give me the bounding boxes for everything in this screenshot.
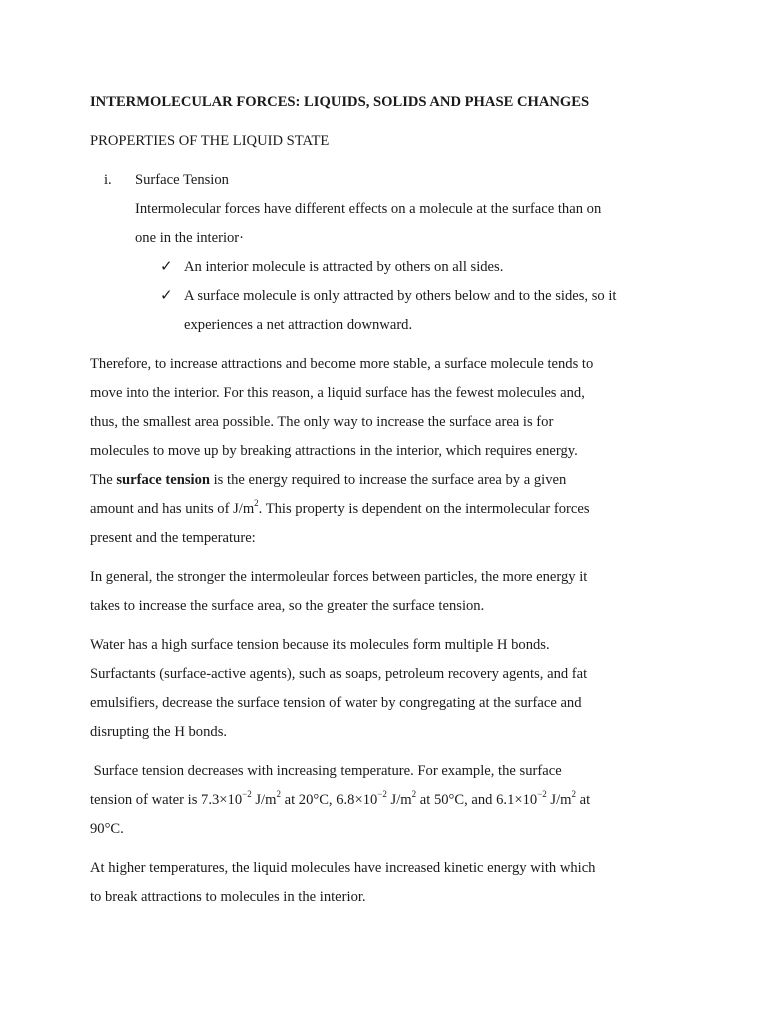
text-run: amount and has units of J/m — [90, 501, 255, 517]
paragraph-line — [90, 786, 590, 815]
paragraph-line: move into the interior. For this reason, a liquid surface has the fewest molecules and, — [90, 385, 585, 401]
paragraph-line — [90, 466, 566, 495]
paragraph-line: In general, the stronger the intermoleular forces between particles, the more energy it — [90, 569, 588, 585]
text-run: . This property is dependent on the intermolecular forces — [258, 501, 590, 517]
paragraph-line: Therefore, to increase attractions and become more stable, a surface molecule tends to — [90, 356, 594, 372]
paragraph-line: Surface tension decreases with increasing temperature. For example, the surface — [90, 763, 562, 779]
paragraph-line: Water has a high surface tension because its molecules form multiple H bonds. — [90, 637, 550, 653]
item-number: i. — [104, 172, 112, 188]
bullet-2-line-2: experiences a net attraction downward. — [184, 317, 413, 333]
text-run: at — [576, 792, 591, 808]
superscript: 2 — [276, 789, 281, 800]
paragraph-line: molecules to move up by breaking attractions in the interior, which requires energy. — [90, 443, 578, 459]
surface-tension-term: surface tension — [116, 472, 210, 488]
text-run: J/m — [251, 792, 277, 808]
paragraph-line: takes to increase the surface area, so the greater the surface tension. — [90, 598, 485, 614]
text-run: J/m — [546, 792, 572, 808]
superscript: −2 — [377, 789, 387, 800]
item-intro-line-2: one in the interior· — [135, 230, 245, 246]
paragraph-line: Surfactants (surface-active agents), such as soaps, petroleum recovery agents, and fat — [90, 666, 588, 682]
text-run: at 50°C, and 6.1×10 — [416, 792, 538, 808]
superscript: −2 — [242, 789, 252, 800]
bullet-2-line-1: A surface molecule is only attracted by others below and to the sides, so it — [184, 288, 617, 304]
paragraph-line: 90°C. — [90, 821, 124, 837]
document-title: INTERMOLECULAR FORCES: LIQUIDS, SOLIDS AND PHASE CHANGES — [90, 94, 590, 110]
text-run: at 20°C, 6.8×10 — [280, 792, 378, 808]
item-intro-line-1: Intermolecular forces have different effects on a molecule at the surface than on — [135, 201, 602, 217]
text-run: The — [90, 472, 117, 488]
check-icon: ✓ — [160, 259, 173, 275]
superscript: 2 — [411, 789, 417, 800]
paragraph-line: At higher temperatures, the liquid molecules have increased kinetic energy with which — [90, 860, 596, 876]
paragraph-line: disrupting the H bonds. — [90, 724, 228, 740]
paragraph-line: emulsifiers, decrease the surface tension of water by congregating at the surface and — [90, 695, 582, 711]
text-run: tension of water is 7.3×10 — [90, 792, 243, 808]
section-heading: PROPERTIES OF THE LIQUID STATE — [90, 133, 330, 149]
superscript: 2 — [254, 498, 259, 509]
paragraph-line: thus, the smallest area possible. The only way to increase the surface area is for — [90, 414, 554, 430]
paragraph-line: to break attractions to molecules in the interior. — [90, 889, 366, 905]
paragraph-line: present and the temperature: — [90, 530, 256, 546]
item-title: Surface Tension — [135, 172, 229, 188]
bullet-1-line-1: An interior molecule is attracted by others on all sides. — [184, 259, 504, 275]
paragraph-line — [90, 495, 590, 524]
text-run: is the energy required to increase the surface area by a given — [209, 472, 567, 488]
superscript: −2 — [537, 789, 547, 800]
superscript: 2 — [571, 789, 576, 800]
check-icon: ✓ — [160, 288, 173, 304]
text-run: J/m — [386, 792, 412, 808]
